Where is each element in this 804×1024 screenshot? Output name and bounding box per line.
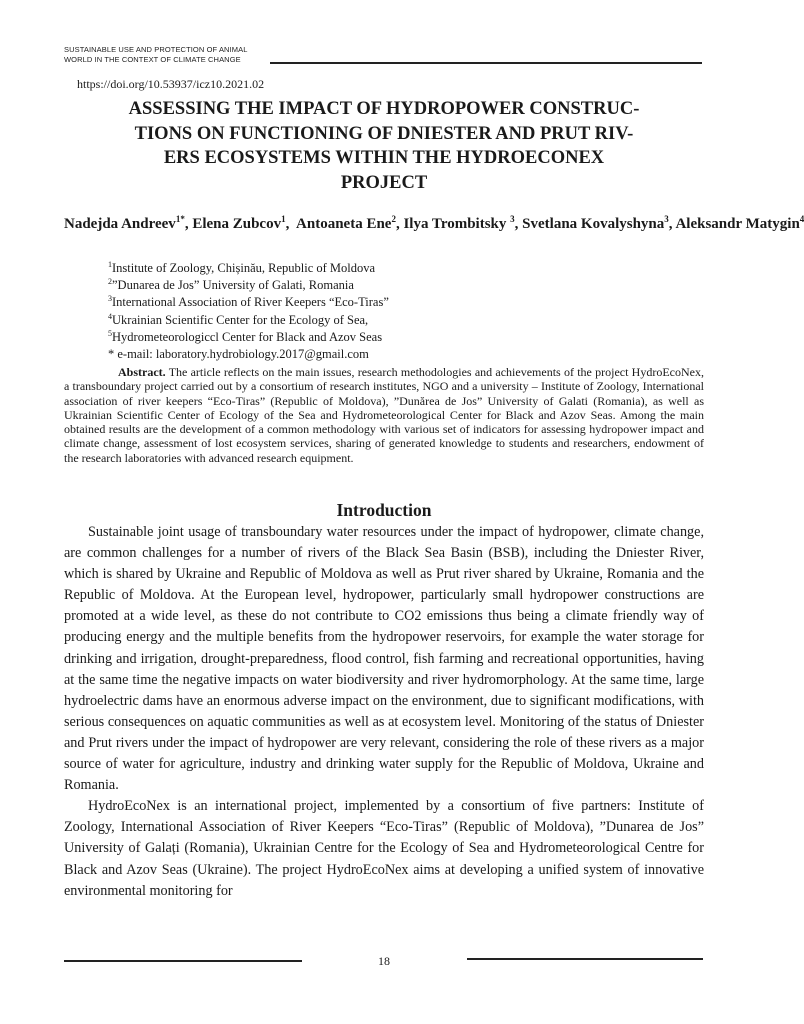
author-sup: 3 <box>664 214 669 224</box>
affiliation-text: Hydrometeorologiccl Center for Black and Azov Seas <box>112 329 383 344</box>
section-heading-introduction: Introduction <box>336 500 432 520</box>
affiliation-sup: 3 <box>108 294 112 304</box>
series-header <box>64 45 247 65</box>
author-name: Antoaneta Ene <box>296 216 392 232</box>
author-sup: 3 <box>510 214 515 224</box>
affiliation-item <box>108 312 389 329</box>
title-line-4: PROJECT <box>340 172 428 193</box>
body-paragraph: Sustainable joint usage of transboundary water resources under the impact of hydropower, climate change, are common challenges for a number of rivers of the Black Sea Basin (BSB), including the Dniester River, which is shared by Ukraine and Republic of Moldova as well as Prut river shared by Ukraine, Romania and the Republic of Moldova. At the European level, hydropower, particularly small hydropower constructions are promoted at a wide level, as these do not contribute to CO2 emissions thus being a climate friendly way of producing energy and the multiple benefits from the hydropower reservoirs, for example the water storage for drinking and irrigation, drought-preparedness, flood control, fish farming and recreational opportunities, having at the same time the negative impacts on water biodiversity and river hydromorphology. At the same time, large hydroelectric dams have an enormous adverse impact on the environment, due to significant modifications, with serious consequences on aquatic communities as well as at ecosystem level. Monitoring of the status of Dniester and Prut rivers under the impact of hydropower are very relevant, considering the role of these rivers as a major source of water for agriculture, industry and drinking water supply for the Republic of Moldova, Ukraine and Romania. <box>64 524 704 794</box>
header-rule <box>270 62 702 64</box>
affiliation-item <box>108 260 389 277</box>
author-name: Ilya Trombitsky <box>403 216 507 232</box>
affiliation-sup: 1 <box>108 260 112 269</box>
footer-rule-right <box>467 958 703 960</box>
affiliation-text: Ukrainian Scientific Center for the Ecology of Sea, <box>112 312 369 327</box>
series-line-1: SUSTAINABLE USE AND PROTECTION OF ANIMAL <box>64 45 248 54</box>
affiliation-text: ”Dunarea de Jos” University of Galati, Romania <box>112 278 354 293</box>
series-line-2: WORLD IN THE CONTEXT OF CLIMATE CHANGE <box>64 55 241 64</box>
author-list: Nadejda Andreev$^{1*}$, Elena Zubcov$^1$, Antoaneta Ene$^2$, Ilya Trombitsky $^3$, Svetlana Kovalyshyna$^3$, Aleksandr Matygin$^4$ <box>64 214 804 232</box>
author-sup: 2 <box>391 214 396 224</box>
affiliation-text: International Association of River Keepers “Eco-Tiras” <box>112 295 389 310</box>
footer-rule-left <box>64 960 302 962</box>
affiliation-item <box>108 329 389 346</box>
author-name: Aleksandr Matygin <box>675 216 800 232</box>
author-sup: 1 <box>281 214 286 224</box>
title-line-2: TIONS ON FUNCTIONING OF DNIESTER AND PRUT RIV- <box>134 123 634 144</box>
doi-link[interactable]: https://doi.org/10.53937/icz10.2021.02 <box>77 77 265 91</box>
contact-email[interactable]: * e-mail: laboratory.hydrobiology.2017@gmail.com <box>108 347 369 362</box>
affiliation-item <box>108 294 389 311</box>
author-sup: 1* <box>175 214 185 224</box>
author-name: Elena Zubcov <box>192 216 282 232</box>
body-paragraph: HydroEcoNex is an international project, implemented by a consortium of five partners: Institute of Zoology, International Association of River Keepers “Eco-Tiras” (Republic of Moldova), ”Dunarea de Jos” University of Galați (Romania), Ukrainian Centre for the Ecology of Sea and Hydrometeorological Centre for Black and Azov Seas (Ukraine). The project HydroEcoNex aims at developing a unified system of innovative environmental monitoring for <box>64 798 704 899</box>
affiliation-item <box>108 277 389 294</box>
affiliation-sup: 4 <box>108 311 112 321</box>
author-name: Nadejda Andreev <box>64 216 176 232</box>
paper-title <box>64 97 704 195</box>
title-line-3: ERS ECOSYSTEMS WITHIN THE HYDROECONEX <box>163 148 605 168</box>
author-sup: 4 <box>799 214 804 224</box>
affiliation-sup: 2 <box>108 277 112 287</box>
title-line-1: ASSESSING THE IMPACT OF HYDROPOWER CONSTRUC- <box>128 99 640 119</box>
abstract-text: The article reflects on the main issues, research methodologies and achievements of the project HydroEcoNex, a transboundary project carried out by a consortium of research institutes, NGO and a university – Institute of Zoology, International association of river keepers “Eco-Tiras” (Republic of Moldova), ”Dunărea de Jos” University of Galati (Romania), as well as Ukrainian Scientific Center of Ecology of the Sea and Hydrometeorological Center for Black and Azov Seas. Among the main obtained results are the development of a common methodology with various set of indicators for assessing hydropower impact and climate change, assessment of lost ecosystem services, sharing of generated knowledge to students and researchers, endowment of the research laboratories with advanced research equipment. <box>64 365 704 465</box>
abstract-label: Abstract. <box>118 365 166 379</box>
abstract <box>64 365 704 465</box>
introduction-body <box>64 522 704 902</box>
author-name: Svetlana Kovalyshyna <box>522 216 665 232</box>
page-number: 18 <box>378 954 390 968</box>
affiliation-text: Institute of Zoology, Chișinău, Republic of Moldova <box>112 261 376 275</box>
affiliation-sup: 5 <box>108 328 112 338</box>
affiliations <box>108 260 389 363</box>
